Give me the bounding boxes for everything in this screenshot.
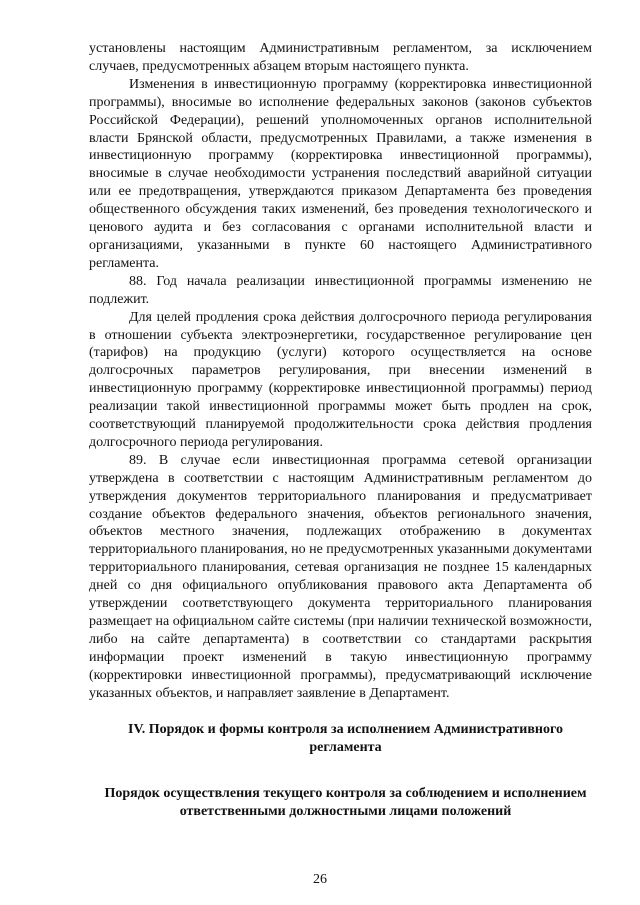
sub-heading: Порядок осуществления текущего контроля за соблюдением и исполнением ответственными должностными лицами положений: [104, 785, 587, 819]
paragraph-88: 88. Год начала реализации инвестиционной программы изменению не подлежит.: [89, 273, 592, 307]
paragraph-changes: Изменения в инвестиционную программу (корректировка инвестиционной программы), вносимые во исполнение федеральных законов (законов субъектов Российской Федерации), решений уполномоченных органов исполнительной власти Брянской области, предусмотренных Правилами, а также изменения в инвестиционную программу (корректировка инвестиционной программы), вносимые в случае необходимости устранения последствий аварийной ситуации или ее предотвращения, утверждаются приказом Департамента без проведения общественного обсуждения таких изменений, без проведения технологического и ценового аудита и без согласования с органами исполнительной власти и организациями, указанными в пункте 60 настоящего Административного регламента.: [89, 76, 592, 271]
paragraph-extension: Для целей продления срока действия долгосрочного периода регулирования в отношении субъекта электроэнергетики, государственное регулирование цен (тарифов) на продукцию (услуги) которого осуществляется на основе долгосрочных параметров регулирования, при внесении изменений в инвестиционную программу (корректировке инвестиционной программы) период реализации такой инвестиционной программы может быть продлен на срок, соответствующий планируемой продолжительности срока действия продления долгосрочного периода регулирования.: [89, 309, 592, 450]
paragraph-continuation: установлены настоящим Административным регламентом, за исключением случаев, предусмотренных абзацем вторым настоящего пункта.: [89, 41, 592, 74]
document-page: [89, 40, 592, 821]
page-number: 26: [313, 872, 327, 887]
section-heading: IV. Порядок и формы контроля за исполнением Административного регламента: [128, 721, 563, 755]
paragraph-89: 89. В случае если инвестиционная программа сетевой организации утверждена в соответствии с настоящим Административным регламентом до утверждения документов территориального планирования и предусматривает создание объектов федерального значения, объектов регионального значения, объектов местного значения, подлежащих отображению в документах территориального планирования, но не предусмотренных указанными документами территориального планирования, сетевая организация не позднее 15 календарных дней со дня официального опубликования правового акта Департамента об утверждении соответствующего документа территориального планирования размещает на официальном сайте системы (при наличии технической возможности, либо на сайте департамента) в соответствии со стандартами раскрытия информации проект изменений в такую инвестиционную программу (корректировки инвестиционной программы), предусматривающий исключение указанных объектов, и направляет заявление в Департамент.: [89, 452, 592, 701]
